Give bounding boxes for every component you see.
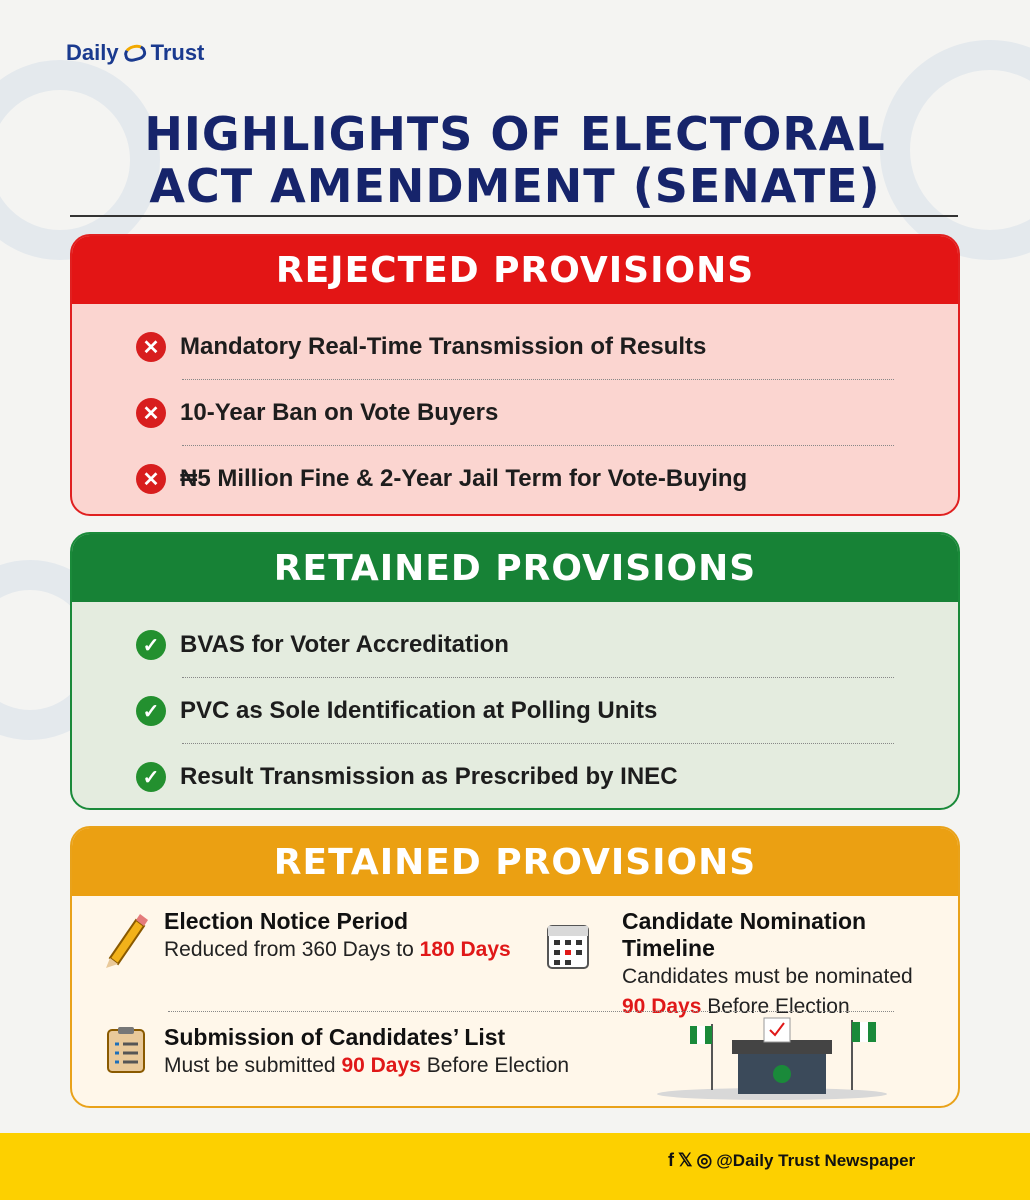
- brand-mark-icon: [122, 42, 147, 63]
- social-handles: [668, 1150, 915, 1171]
- retained-provisions-card: [70, 532, 960, 810]
- nomination-title: Candidate Nomination Timeline: [622, 908, 867, 961]
- retained-item-text: BVAS for Voter Accreditation: [180, 631, 509, 658]
- calendar-icon: [546, 920, 590, 975]
- x-icon[interactable]: 𝕏: [678, 1150, 693, 1170]
- ballot-box-illustration: [652, 1014, 892, 1105]
- rejected-item-text: Mandatory Real-Time Transmission of Results: [180, 333, 707, 360]
- notice-block: [164, 908, 511, 965]
- rejected-provisions-card: [70, 234, 960, 516]
- retained-item-text: Result Transmission as Prescribed by INEC: [180, 763, 678, 790]
- title-divider: [70, 215, 958, 217]
- list-item: [72, 744, 958, 810]
- cross-icon: ✕: [136, 464, 166, 494]
- instagram-icon[interactable]: ◎: [696, 1150, 713, 1170]
- submission-title: Submission of Candidates’ List: [164, 1024, 506, 1050]
- check-icon: ✓: [136, 630, 166, 660]
- cross-icon: ✕: [136, 332, 166, 362]
- title-line-1: HIGHLIGHTS OF ELECTORAL: [144, 107, 886, 161]
- pencil-icon: [102, 912, 150, 973]
- rejected-item-text: 10-Year Ban on Vote Buyers: [180, 399, 499, 426]
- submission-suffix: Before Election: [426, 1054, 570, 1077]
- retained-provisions-card-2: [70, 826, 960, 1108]
- title-line-2: ACT AMENDMENT (SENATE): [149, 159, 881, 213]
- notice-highlight: 180 Days: [419, 938, 511, 961]
- brand-logo: [66, 40, 204, 66]
- list-item: [72, 380, 958, 446]
- brand-name-right: Trust: [150, 40, 205, 65]
- nomination-highlight: 90 Days: [622, 995, 702, 1018]
- check-icon: ✓: [136, 762, 166, 792]
- list-item: [72, 678, 958, 744]
- rejected-heading: REJECTED PROVISIONS: [72, 236, 958, 304]
- submission-block: [164, 1024, 569, 1081]
- retained-heading: RETAINED PROVISIONS: [72, 534, 958, 602]
- submission-text: Must be submitted: [164, 1054, 336, 1077]
- nomination-text: Candidates must be nominated: [622, 965, 913, 988]
- retained2-heading: RETAINED PROVISIONS: [72, 828, 958, 896]
- nomination-suffix: Before Election: [707, 995, 850, 1018]
- clipboard-icon: [106, 1026, 146, 1079]
- nomination-block: [622, 908, 958, 1022]
- facebook-icon[interactable]: f: [668, 1150, 674, 1170]
- check-icon: ✓: [136, 696, 166, 726]
- list-item: [72, 612, 958, 678]
- page-title: [0, 108, 1030, 212]
- social-handle-text: @Daily Trust Newspaper: [716, 1150, 916, 1170]
- brand-name-left: Daily: [66, 40, 119, 65]
- list-item: [72, 446, 958, 512]
- divider: [168, 1011, 894, 1012]
- list-item: [72, 314, 958, 380]
- submission-highlight: 90 Days: [341, 1054, 421, 1077]
- notice-text: Reduced from 360 Days to: [164, 938, 414, 961]
- notice-title: Election Notice Period: [164, 908, 409, 934]
- retained-item-text: PVC as Sole Identification at Polling Units: [180, 697, 658, 724]
- cross-icon: ✕: [136, 398, 166, 428]
- rejected-item-text: ₦5 Million Fine & 2-Year Jail Term for Vote-Buying: [180, 465, 748, 492]
